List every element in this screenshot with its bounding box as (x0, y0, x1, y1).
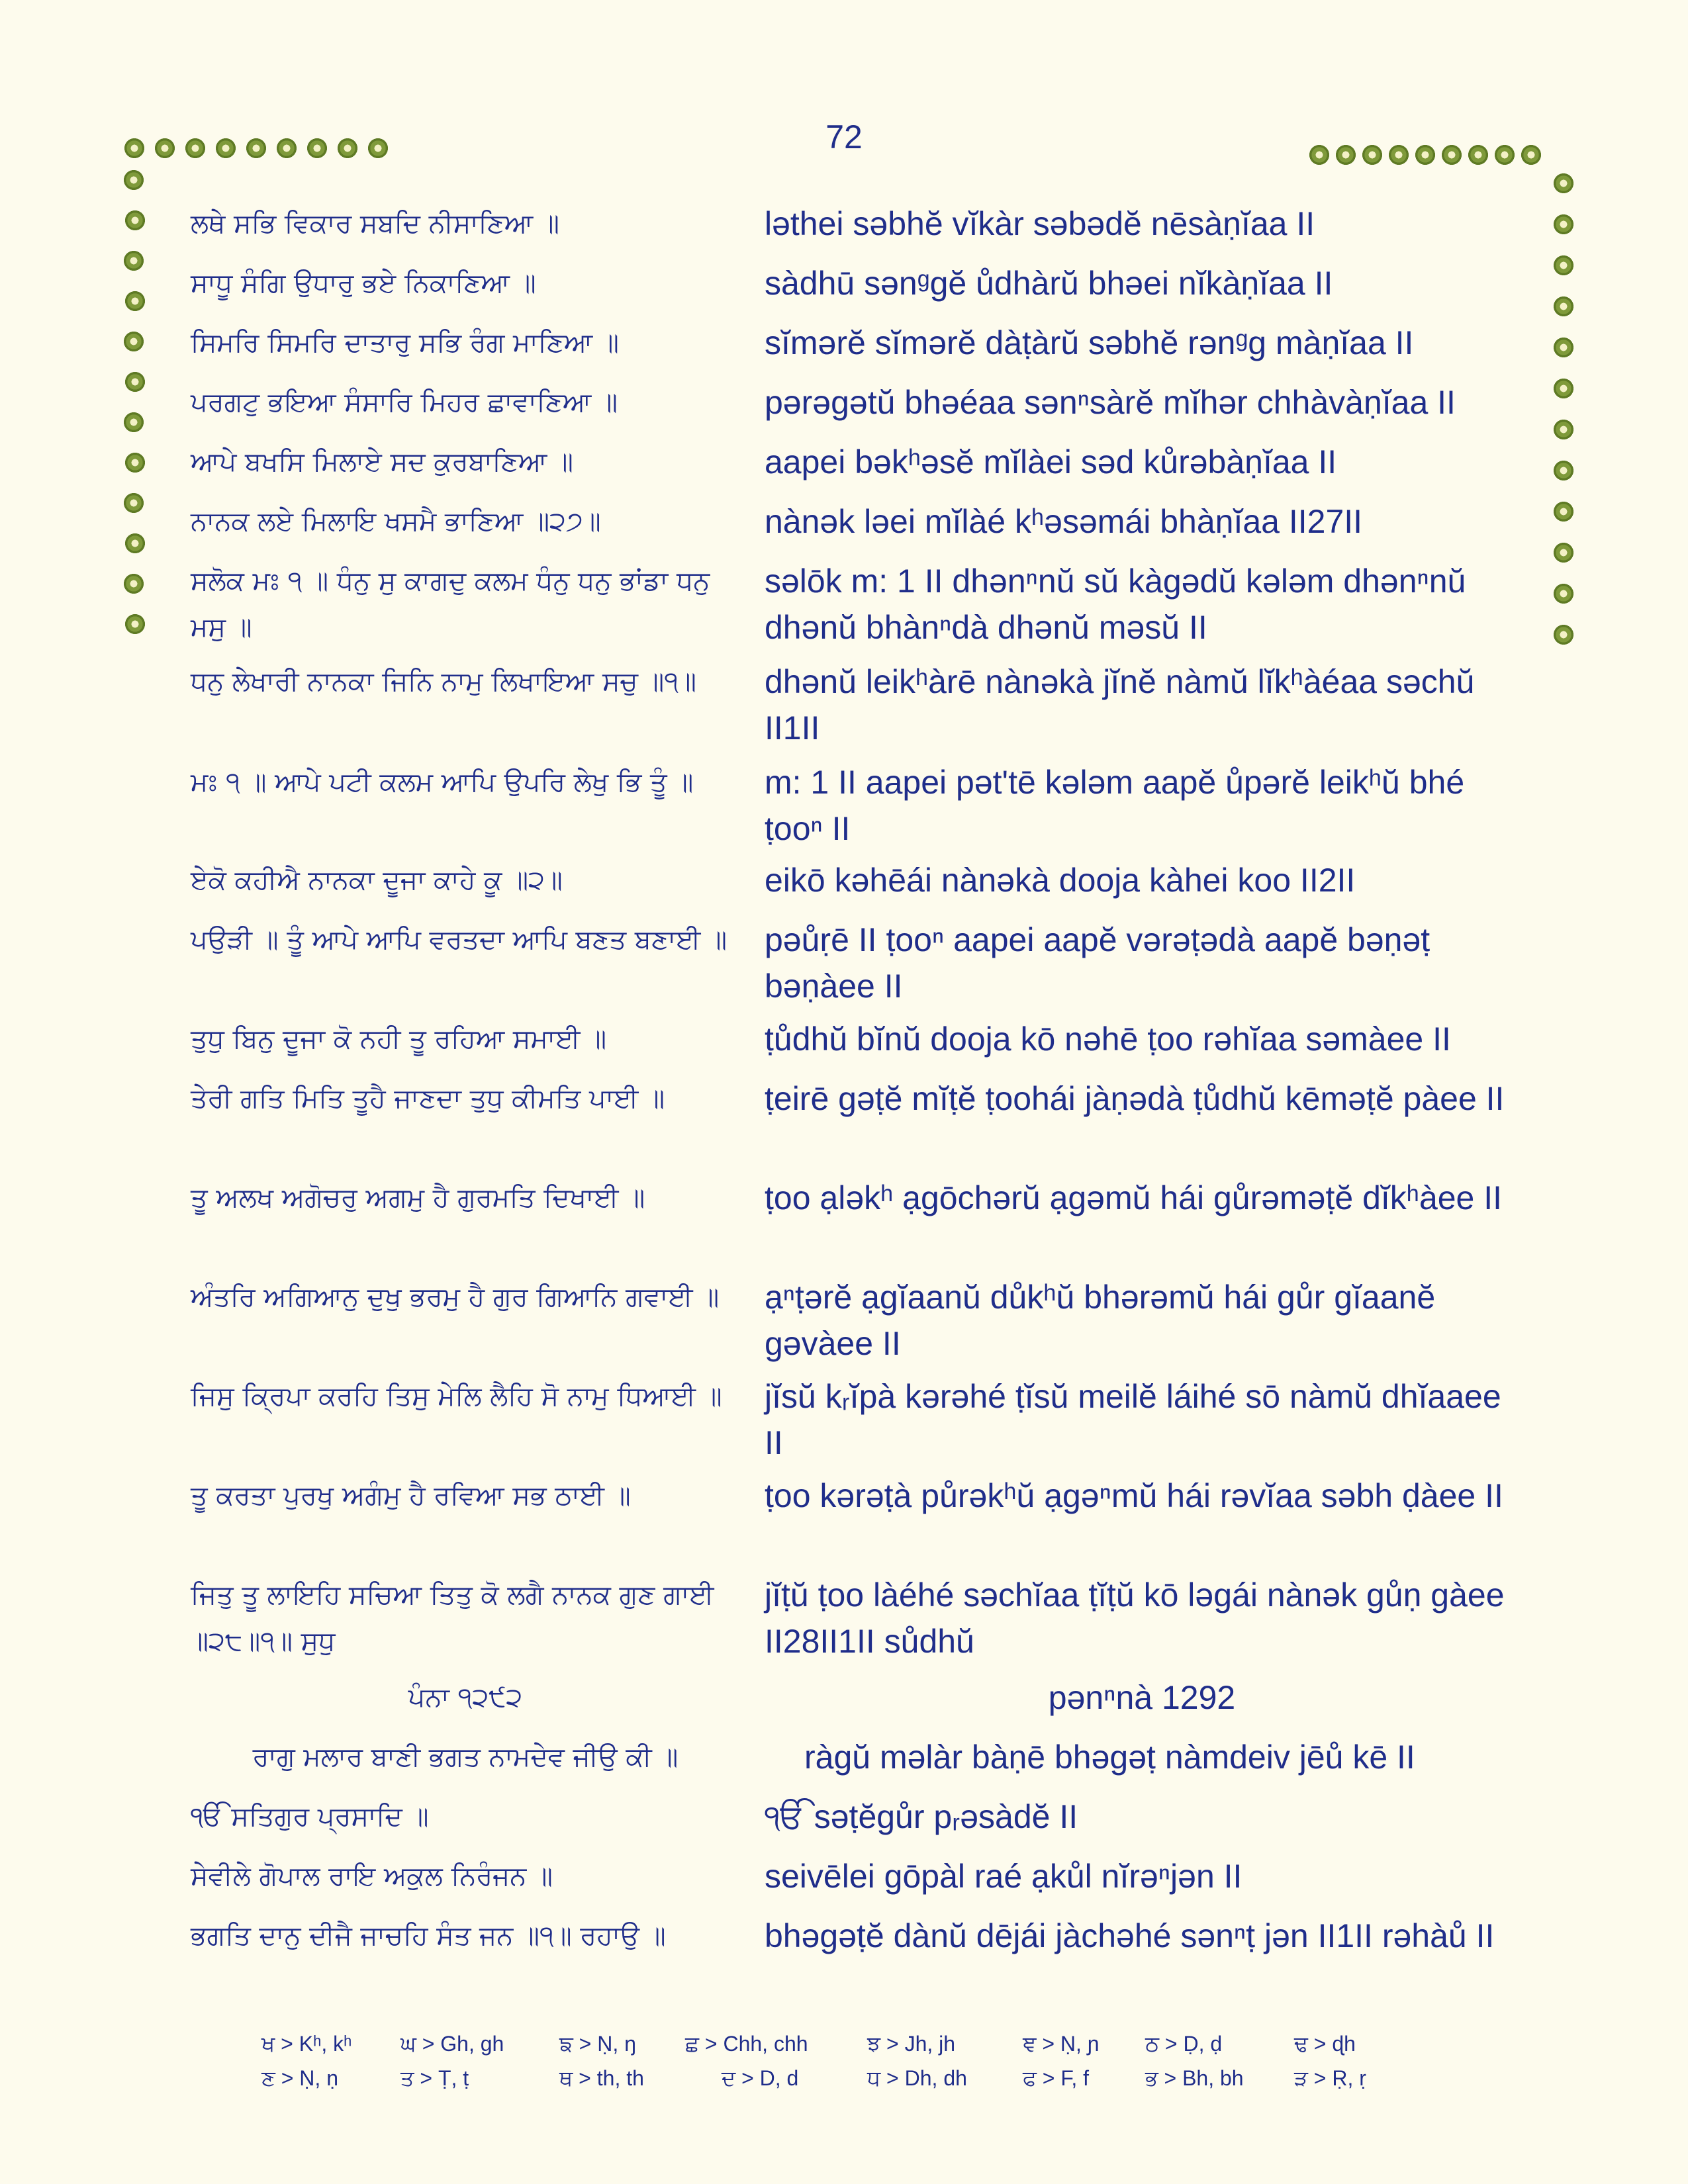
flower-ornament (124, 532, 146, 555)
gurmukhi-text: ਪਉੜੀ ॥ ਤੂੰ ਆਪੇ ਆਪਿ ਵਰਤਦਾ ਆਪਿ ਬਣਤ ਬਣਾਈ ॥ (191, 925, 727, 955)
legend-item: ਞ > Ṇ, ɲ (1023, 2032, 1100, 2056)
flower-ornament (245, 137, 267, 159)
gurmukhi-text: ਧਨੁ ਲੇਖਾਰੀ ਨਾਨਕਾ ਜਿਨਿ ਨਾਮੁ ਲਿਖਾਇਆ ਸਚੁ ॥੧॥ (191, 666, 696, 697)
legend-item: ਦ > D, d (722, 2066, 799, 2090)
flower-ornament (154, 137, 176, 159)
flower-ornament (124, 290, 146, 312)
flower-ornament (1467, 144, 1489, 166)
transliteration-text: ṭoo kərəṭà půrəkʰŭ ạgəⁿmŭ hái rəvĭaa səbh ḍàee II (765, 1477, 1503, 1514)
flower-ornament (336, 137, 359, 159)
legend-item: ਧ > Dh, dh (867, 2066, 967, 2090)
legend-item: ਢ > ɖh (1294, 2032, 1356, 2056)
transliteration-text: seivēlei gōpàl raé ạkůl nĭrəⁿjən II (765, 1858, 1243, 1895)
transliteration-text: ṭoo ạləkʰ ạgōchərŭ ạgəmŭ hái gůrəməṭĕ dĭkʰàee II (765, 1179, 1503, 1216)
legend-item: ਖ > Kʰ, kʰ (261, 2032, 352, 2056)
legend-item: ਫ > F, f (1023, 2066, 1090, 2090)
flower-ornament (1552, 377, 1575, 400)
gurmukhi-text: ਆਪੇ ਬਖਸਿ ਮਿਲਾਏ ਸਦ ਕੁਰਬਾਣਿਆ ॥ (191, 447, 574, 477)
flower-ornament (1335, 144, 1357, 166)
gurmukhi-text: ਏਕੋ ਕਹੀਐ ਨਾਨਕਾ ਦੂਜਾ ਕਾਹੇ ਕੂ ॥੨॥ (191, 865, 563, 895)
flower-ornament (1520, 144, 1542, 166)
gurmukhi-text: ਪਰਗਟੁ ਭਇਆ ਸੰਸਾਰਿ ਮਿਹਰ ਛਾਵਾਣਿਆ ॥ (191, 387, 618, 418)
legend-row (0, 2032, 1688, 2065)
legend-item: ਭ > Bh, bh (1145, 2066, 1244, 2090)
flower-ornament (1552, 623, 1575, 646)
gurmukhi-page-marker: ਪੰਨਾ ੧੨੯੨ (408, 1682, 523, 1713)
gurmukhi-text: ਤੂ ਅਲਖ ਅਗੋਚਰੁ ਅਗਮੁ ਹੈ ਗੁਰਮਤਿ ਦਿਖਾਈ ॥ (191, 1183, 645, 1213)
legend-item: ਣ > Ṇ, ṇ (261, 2066, 338, 2090)
flower-ornament (123, 137, 146, 159)
gurmukhi-text: ਸਾਧੂ ਸੰਗਿ ਉਧਾਰੁ ਭਏ ਨਿਕਾਣਿਆ ॥ (191, 268, 536, 298)
transliteration-text: ạⁿṭərĕ ạgĭaanŭ důkʰŭ bhərəmŭ hái gůr gĭaanĕ gəvàee II (765, 1279, 1436, 1362)
flower-ornament (124, 209, 146, 232)
flower-ornament (1552, 336, 1575, 359)
legend-item: ੜ > Ṛ, ṛ (1294, 2066, 1366, 2090)
flower-ornament (1552, 213, 1575, 236)
flower-ornament (122, 330, 145, 353)
transliteration-heading: ràgŭ məlàr bàṇē bhəgəṭ nàmdeiv jēů kē II (804, 1739, 1415, 1776)
flower-ornament (1552, 500, 1575, 523)
gurmukhi-text: ਅੰਤਰਿ ਅਗਿਆਨੁ ਦੁਖੁ ਭਰਮੁ ਹੈ ਗੁਰ ਗਿਆਨਿ ਗਵਾਈ ॥ (191, 1282, 720, 1312)
flower-ornament (1361, 144, 1383, 166)
flower-ornament (184, 137, 207, 159)
transliteration-text: jĭṭŭ ṭoo làéhé səchĭaa ṭĭṭŭ kō ləgái nànək gůṇ gàee II28II1II sůdhŭ (765, 1576, 1505, 1660)
flower-ornament (122, 411, 145, 433)
flower-ornament (1552, 418, 1575, 441)
flower-ornament (122, 492, 145, 514)
gurmukhi-text: ਤੇਰੀ ਗਤਿ ਮਿਤਿ ਤੂਹੈ ਜਾਣਦਾ ਤੁਧੁ ਕੀਮਤਿ ਪਾਈ ॥ (191, 1083, 665, 1114)
transliteration-text: ləthei səbhĕ vĭkàr səbədĕ nēsàṇĭaa II (765, 205, 1315, 242)
flower-ornament (1308, 144, 1331, 166)
legend-row (0, 2066, 1688, 2099)
transliteration-text: nànək ləei mĭlàé kʰəsəmái bhàṇĭaa II27II (765, 503, 1363, 540)
flower-ornament (124, 613, 146, 635)
flower-ornament (122, 572, 145, 595)
gurmukhi-text: ਸੇਵੀਲੇ ਗੋਪਾਲ ਰਾਇ ਅਕੁਲ ਨਿਰੰਜਨ ॥ (191, 1861, 553, 1891)
gurmukhi-text: ਭਗਤਿ ਦਾਨੁ ਦੀਜੈ ਜਾਚਹਿ ਸੰਤ ਜਨ ॥੧॥ ਰਹਾਉ ॥ (191, 1921, 666, 1951)
gurmukhi-heading: ਰਾਗੁ ਮਲਾਰ ਬਾਣੀ ਭਗਤ ਨਾਮਦੇਵ ਜੀਉ ਕੀ ॥ (252, 1742, 679, 1772)
gurmukhi-text: ੴ ਸਤਿਗੁਰ ਪ੍ਰਸਾਦਿ ॥ (191, 1801, 429, 1832)
flower-ornament (1493, 144, 1516, 166)
transliteration-text: dhənŭ leikʰàrē nànəkà jĭnĕ nàmŭ lĭkʰàéaa səchŭ II1II (765, 663, 1475, 747)
flower-ornament (1552, 295, 1575, 318)
flower-ornament (122, 250, 145, 272)
gurmukhi-text: ਤੁਧੁ ਬਿਨੁ ਦੂਜਾ ਕੋ ਨਹੀ ਤੂ ਰਹਿਆ ਸਮਾਈ ॥ (191, 1024, 607, 1054)
gurmukhi-text: ਤੂ ਕਰਤਾ ਪੁਰਖੁ ਅਗੰਮੁ ਹੈ ਰਵਿਆ ਸਭ ਠਾਈ ॥ (191, 1480, 631, 1511)
legend-item: ਘ > Gh, gh (400, 2032, 504, 2056)
gurmukhi-text: ਨਾਨਕ ਲਏ ਮਿਲਾਇ ਖਸਮੈ ਭਾਣਿਆ ॥੨੭॥ (191, 506, 601, 537)
flower-ornament (1387, 144, 1410, 166)
transliteration-text: m: 1 II aapei pət'tē kələm aapĕ ůpərĕ leikʰŭ bhé ṭooⁿ II (765, 764, 1465, 847)
transliteration-text: aapei bəkʰəsĕ mĭlàei səd kůrəbàṇĭaa II (765, 443, 1337, 480)
transliteration-text: pəůṛē II ṭooⁿ aapei aapĕ vərəṭədà aapĕ bəṇəṭ bəṇàee II (765, 921, 1430, 1005)
transliteration-text: bhəgəṭĕ dànŭ dējái jàchəhé sənⁿṭ jən II1II rəhàů II (765, 1917, 1495, 1954)
flower-ornament (124, 371, 146, 393)
gurmukhi-text: ਲਥੇ ਸਭਿ ਵਿਕਾਰ ਸਬਦਿ ਨੀਸਾਣਿਆ ॥ (191, 208, 559, 239)
flower-ornament (306, 137, 328, 159)
legend-item: ਥ > th, th (559, 2066, 644, 2090)
flower-ornament (367, 137, 389, 159)
transliteration-text: ੴ səṭĕgůr pᵣəsàdĕ II (765, 1798, 1078, 1835)
flower-ornament (1552, 172, 1575, 195)
flower-ornament (214, 137, 237, 159)
legend-item: ਠ > Ḍ, ḍ (1145, 2032, 1223, 2056)
flower-ornament (1552, 541, 1575, 564)
legend-item: ਙ > Ṇ, ŋ (559, 2032, 636, 2056)
transliteration-text: sĭmərĕ sĭmərĕ dàṭàrŭ səbhĕ rənᵍg màṇĭaa II (765, 324, 1414, 361)
flower-ornament (1414, 144, 1436, 166)
transliteration-text: pərəgətŭ bhəéaa sənⁿsàrĕ mĭhər chhàvàṇĭaa II (765, 384, 1456, 421)
flower-ornament (275, 137, 298, 159)
transliteration-text: səlōk m: 1 II dhənⁿnŭ sŭ kàgədŭ kələm dhənⁿnŭ dhənŭ bhànⁿdà dhənŭ məsŭ II (765, 563, 1466, 646)
gurmukhi-text: ਜਿਤੁ ਤੂ ਲਾਇਹਿ ਸਚਿਆ ਤਿਤੁ ਕੋ ਲਗੈ ਨਾਨਕ ਗੁਣ ਗਾਈ ॥੨੮॥੧॥ ਸੁਧੁ (191, 1580, 714, 1657)
gurmukhi-text: ਜਿਸੁ ਕ੍ਰਿਪਾ ਕਰਹਿ ਤਿਸੁ ਮੇਲਿ ਲੈਹਿ ਸੋ ਨਾਮੁ ਧਿਆਈ ॥ (191, 1381, 722, 1412)
flower-ornament (1552, 459, 1575, 482)
flower-ornament (124, 451, 146, 474)
flower-ornament (122, 169, 145, 191)
flower-ornament (1440, 144, 1463, 166)
flower-ornament (1552, 254, 1575, 277)
legend-item: ਤ > Ṭ, ṭ (400, 2066, 469, 2090)
flower-ornament (1552, 582, 1575, 605)
transliteration-text: jĭsŭ kᵣĭpà kərəhé ṭĭsŭ meilĕ láihé sō nàmŭ dhĭaaee II (765, 1378, 1501, 1461)
legend-item: ਛ > Chh, chh (685, 2032, 808, 2056)
transliteration-page-marker: pənⁿnà 1292 (1048, 1679, 1236, 1716)
transliteration-text: ṭeirē gəṭĕ mĭṭĕ ṭoohái jàṇədà ṭůdhŭ kēməṭĕ pàee II (765, 1080, 1505, 1117)
gurmukhi-text: ਸਲੋਕ ਮਃ ੧ ॥ ਧੰਨੁ ਸੁ ਕਾਗਦੁ ਕਲਮ ਧੰਨੁ ਧਨੁ ਭਾਂਡਾ ਧਨੁ ਮਸੁ ॥ (191, 566, 710, 643)
page-number: 72 (825, 118, 863, 156)
transliteration-text: ṭůdhŭ bĭnŭ dooja kō nəhē ṭoo rəhĭaa səmàee II (765, 1021, 1451, 1058)
transliteration-text: eikō kəhēái nànəkà dooja kàhei koo II2II (765, 862, 1356, 899)
gurmukhi-text: ਸਿਮਰਿ ਸਿਮਰਿ ਦਾਤਾਰੁ ਸਭਿ ਰੰਗ ਮਾਣਿਆ ॥ (191, 328, 619, 358)
transliteration-text: sàdhū sənᵍgĕ ůdhàrŭ bhəei nĭkàṇĭaa II (765, 265, 1333, 302)
legend-item: ਝ > Jh, jh (867, 2032, 956, 2056)
gurmukhi-text: ਮਃ ੧ ॥ ਆਪੇ ਪਟੀ ਕਲਮ ਆਪਿ ਉਪਰਿ ਲੇਖੁ ਭਿ ਤੂੰ ॥ (191, 767, 694, 797)
